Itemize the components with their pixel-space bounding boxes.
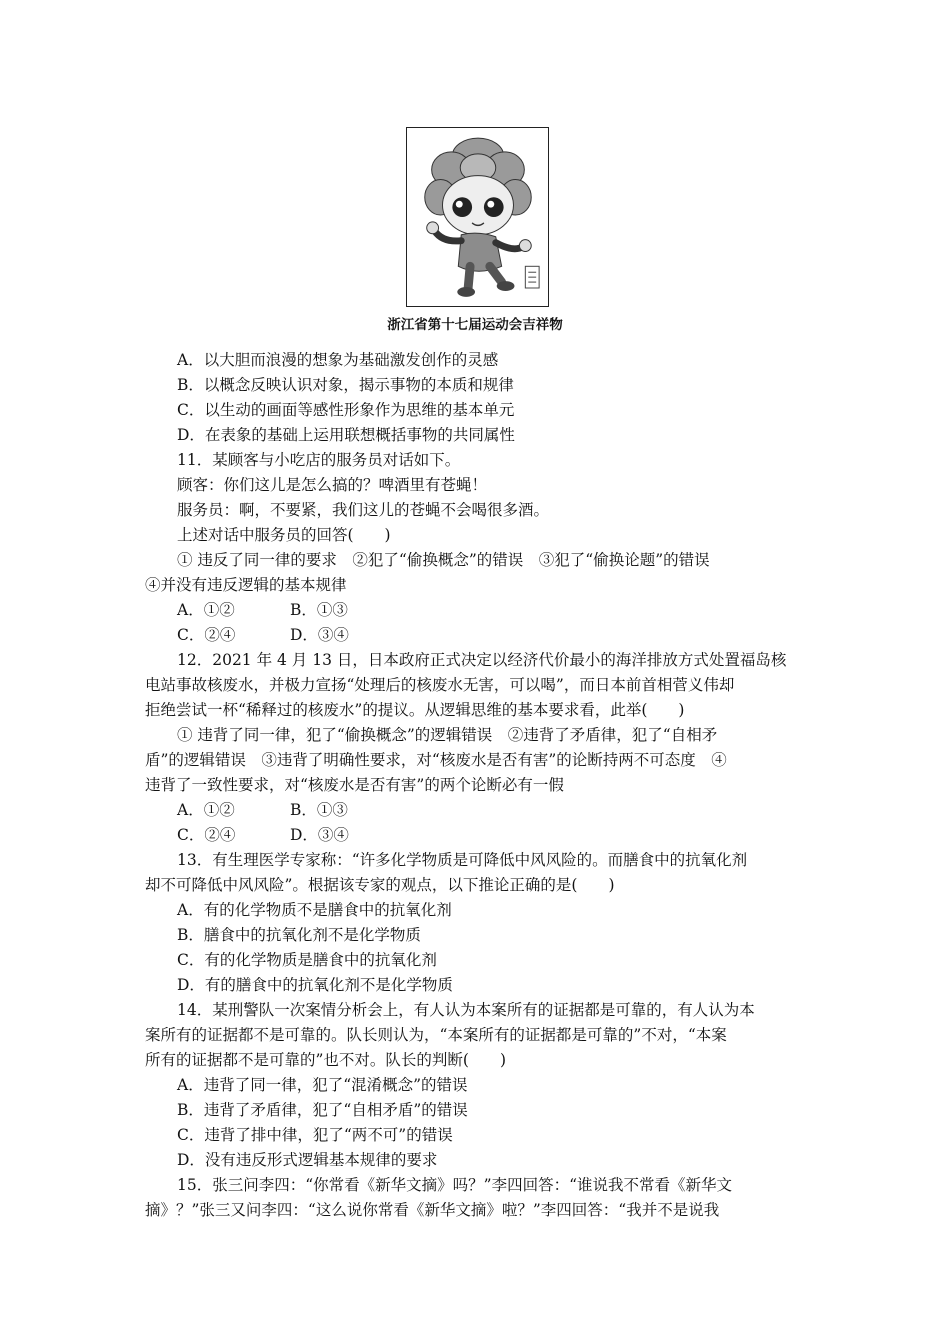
- q11-option-c: C．②④: [177, 626, 236, 644]
- q11-dialog-customer: 顾客：你们这儿是怎么搞的？啤酒里有苍蝇！: [177, 476, 488, 494]
- q13-option-d: D．有的膳食中的抗氧化剂不是化学物质: [177, 976, 453, 994]
- q15-stem-line1: 15．张三问李四：“你常看《新华文摘》吗？”李四回答：“谁说我不常看《新华文: [177, 1176, 732, 1194]
- q13-option-a: A．有的化学物质不是膳食中的抗氧化剂: [177, 901, 452, 919]
- q11-dialog-waiter: 服务员：啊，不要紧，我们这儿的苍蝇不会喝很多酒。: [177, 501, 550, 519]
- q10-option-a: A．以大胆而浪漫的想象为基础激发创作的灵感: [177, 351, 499, 369]
- q12-option-b: B．①③: [290, 801, 348, 819]
- q12-option-d: D．③④: [290, 826, 349, 844]
- mascot-image: [406, 127, 549, 307]
- q14-option-d: D．没有违反形式逻辑基本规律的要求: [177, 1151, 438, 1169]
- q11-items-line2: ④并没有违反逻辑的基本规律: [145, 576, 347, 594]
- q11-stem: 11．某顾客与小吃店的服务员对话如下。: [177, 451, 461, 469]
- q13-stem-line1: 13．有生理医学专家称：“许多化学物质是可降低中风风险的。而膳食中的抗氧化剂: [177, 851, 748, 869]
- q11-option-d: D．③④: [290, 626, 349, 644]
- q11-items-line1: ① 违反了同一律的要求 ②犯了“偷换概念”的错误 ③犯了“偷换论题”的错误: [177, 551, 710, 569]
- q10-option-c: C．以生动的画面等感性形象作为思维的基本单元: [177, 401, 515, 419]
- q12-option-c: C．②④: [177, 826, 236, 844]
- q11-question: 上述对话中服务员的回答( ): [177, 526, 391, 544]
- q12-items-line3: 违背了一致性要求，对“核废水是否有害”的两个论断必有一假: [145, 776, 564, 794]
- figure-caption: 浙江省第十七届运动会吉祥物: [387, 317, 563, 333]
- q12-stem-line1: 12．2021 年 4 月 13 日，日本政府正式决定以经济代价最小的海洋排放方式处置福岛核: [177, 651, 787, 669]
- q14-option-c: C．违背了排中律，犯了“两不可”的错误: [177, 1126, 453, 1144]
- q14-stem-line1: 14．某刑警队一次案情分析会上，有人认为本案所有的证据都是可靠的，有人认为本: [177, 1001, 755, 1019]
- q15-stem-line2: 摘》？”张三又问李四：“这么说你常看《新华文摘》啦？”李四回答：“我并不是说我: [145, 1201, 720, 1219]
- q12-stem-line2: 电站事故核废水，并极力宣扬“处理后的核废水无害，可以喝”，而日本前首相菅义伟却: [145, 676, 735, 694]
- q10-option-d: D．在表象的基础上运用联想概括事物的共同属性: [177, 426, 515, 444]
- q13-option-c: C．有的化学物质是膳食中的抗氧化剂: [177, 951, 437, 969]
- q13-option-b: B．膳食中的抗氧化剂不是化学物质: [177, 926, 421, 944]
- q12-items-line1: ① 违背了同一律，犯了“偷换概念”的逻辑错误 ②违背了矛盾律，犯了“自相矛: [177, 726, 718, 744]
- q12-stem-line3: 拒绝尝试一杯“稀释过的核废水”的提议。从逻辑思维的基本要求看，此举( ): [145, 701, 685, 719]
- q13-stem-line2: 却不可降低中风风险”。根据该专家的观点，以下推论正确的是( ): [145, 876, 615, 894]
- q14-stem-line2: 案所有的证据都不是可靠的。队长则认为，“本案所有的证据都是可靠的”不对，“本案: [145, 1026, 727, 1044]
- q14-option-b: B．违背了矛盾律，犯了“自相矛盾”的错误: [177, 1101, 468, 1119]
- q11-option-a: A．①②: [177, 601, 235, 619]
- mascot-illustration: [407, 128, 548, 306]
- q12-items-line2: 盾”的逻辑错误 ③违背了明确性要求，对“核废水是否有害”的论断持两不可态度 ④: [145, 751, 727, 769]
- q12-option-a: A．①②: [177, 801, 235, 819]
- q14-stem-line3: 所有的证据都不是可靠的”也不对。队长的判断( ): [145, 1051, 507, 1069]
- q14-option-a: A．违背了同一律，犯了“混淆概念”的错误: [177, 1076, 468, 1094]
- q11-options-row1: [177, 600, 235, 620]
- q10-option-b: B．以概念反映认识对象，揭示事物的本质和规律: [177, 376, 514, 394]
- q11-option-b: B．①③: [290, 601, 348, 619]
